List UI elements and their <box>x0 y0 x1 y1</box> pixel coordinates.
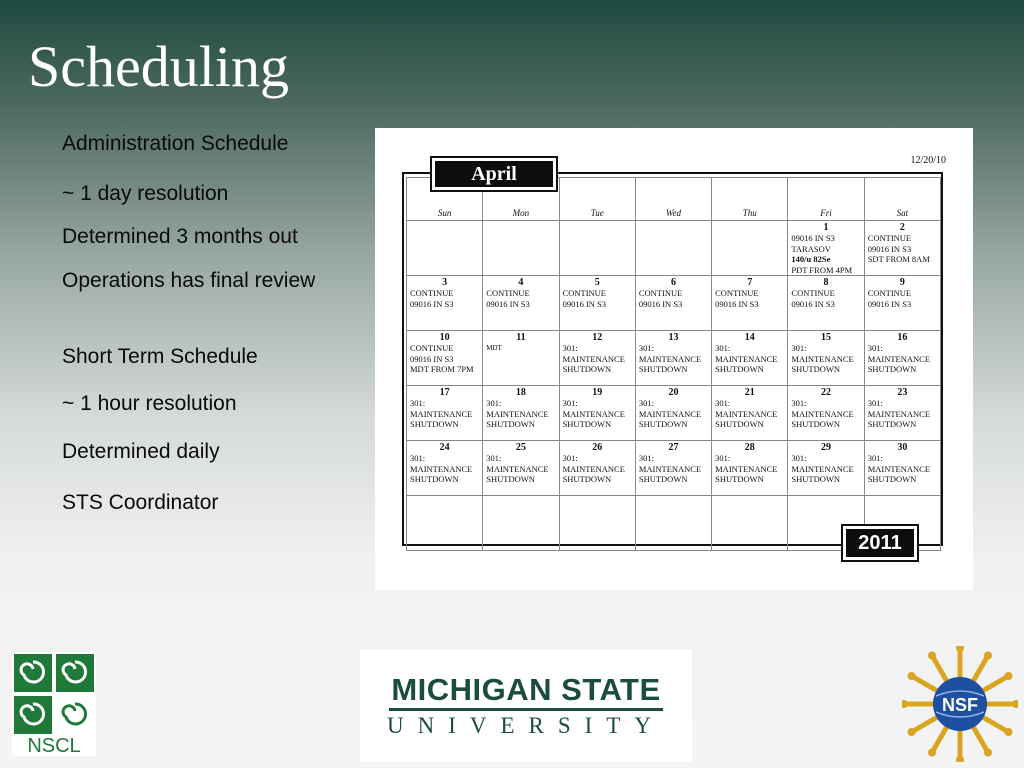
calendar-day-events <box>639 398 708 430</box>
calendar-event-line: 301: <box>638 398 654 408</box>
calendar-event-line: CONTINUE <box>638 288 683 298</box>
calendar-day-cell <box>864 276 940 331</box>
calendar-event-line: 09016 IN S3 <box>410 298 454 309</box>
calendar-event-line: CONTINUE <box>867 233 912 243</box>
calendar-day-cell <box>407 221 483 276</box>
nscl-logo <box>12 652 96 756</box>
calendar-day-cell <box>788 331 864 386</box>
calendar-event-line: 301: <box>562 453 578 463</box>
calendar-day-cell <box>559 386 635 441</box>
calendar-event-line: CONTINUE <box>410 288 454 298</box>
calendar-day-number: 17 <box>439 387 450 398</box>
calendar-day-number: 18 <box>515 387 526 398</box>
calendar-day-cell <box>559 276 635 331</box>
calendar-day-cell <box>483 441 559 496</box>
calendar-day-cell <box>407 276 483 331</box>
calendar-event-line: 301: <box>638 343 654 353</box>
calendar-day-events <box>639 343 708 375</box>
calendar-event-line: MAINTENANCE <box>562 353 625 364</box>
calendar-day-number: 2 <box>899 222 905 233</box>
calendar-day-number: 16 <box>897 332 908 343</box>
nsf-ray <box>983 717 1009 732</box>
calendar-day-cell <box>559 331 635 386</box>
calendar-event-line: SHUTDOWN <box>562 364 612 374</box>
calendar-day-cell <box>483 331 559 386</box>
calendar-event-line: MAINTENANCE <box>410 463 473 474</box>
calendar-day-cell <box>483 496 559 551</box>
calendar-event-line: SHUTDOWN <box>638 474 688 484</box>
calendar-day-events <box>791 343 860 375</box>
calendar-day-number: 29 <box>821 442 832 453</box>
calendar-day-number: 12 <box>592 332 603 343</box>
msu-logo <box>360 650 692 762</box>
msu-logo-rule <box>389 708 663 711</box>
slide-title: Scheduling <box>28 34 289 99</box>
nsf-ray <box>973 727 988 753</box>
calendar-day-number: 8 <box>823 277 829 288</box>
calendar-day-cell <box>788 276 864 331</box>
calendar-event-line: CONTINUE <box>410 343 454 353</box>
calendar-day-cell <box>712 276 788 331</box>
calendar-day-number: 13 <box>668 332 679 343</box>
weekday-mon: Mon <box>483 178 559 221</box>
calendar-event-line: 09016 IN S3 <box>867 298 912 309</box>
calendar-event-line: 301: <box>715 398 731 408</box>
calendar-day-number: 11 <box>516 332 526 343</box>
calendar-day-cell <box>712 221 788 276</box>
nsf-ray-tip <box>1012 700 1018 708</box>
calendar-event-line: CONTINUE <box>715 288 759 298</box>
calendar-week-row <box>407 331 941 386</box>
calendar-event-line: 301: <box>562 398 578 408</box>
calendar-day-events <box>791 233 860 275</box>
nsf-ray-tip <box>928 652 936 660</box>
calendar-event-line: PDT FROM 4PM <box>791 264 853 275</box>
calendar-day-cell <box>407 496 483 551</box>
calendar-event-line: SHUTDOWN <box>715 419 764 429</box>
calendar-day-cell <box>864 221 940 276</box>
calendar-day-events <box>868 233 937 265</box>
nsf-ray-tip <box>902 700 908 708</box>
msu-logo-line2: UNIVERSITY <box>387 713 665 738</box>
calendar-day-cell <box>407 386 483 441</box>
year-label <box>841 524 919 562</box>
calendar-day-cell <box>635 221 711 276</box>
nsf-ray-tip <box>956 756 964 762</box>
calendar-day-cell <box>788 386 864 441</box>
calendar-day-events <box>410 343 479 375</box>
calendar-event-line: SHUTDOWN <box>791 474 841 484</box>
calendar-event-line: MAINTENANCE <box>791 408 854 419</box>
weekday-tue: Tue <box>559 178 635 221</box>
calendar-event-line: MDT FROM 7PM <box>410 364 474 374</box>
nsf-ray <box>912 717 938 732</box>
calendar-event-line: 301: <box>791 398 807 408</box>
calendar-event-line: 301: <box>867 343 883 353</box>
calendar-event-line: SHUTDOWN <box>410 419 459 429</box>
calendar-day-number: 26 <box>592 442 603 453</box>
calendar-day-events <box>868 343 937 375</box>
calendar-event-line: SHUTDOWN <box>867 364 917 374</box>
nsf-ray-tip <box>984 748 992 756</box>
calendar-day-events <box>715 453 784 485</box>
calendar-day-cell <box>407 331 483 386</box>
calendar-day-events <box>715 288 784 309</box>
calendar-event-line: MAINTENANCE <box>791 353 854 364</box>
calendar-day-cell <box>483 386 559 441</box>
calendar-event-line: SHUTDOWN <box>410 474 459 484</box>
calendar-event-line: CONTINUE <box>486 288 530 298</box>
calendar-day-events <box>715 398 784 430</box>
calendar-event-line: MAINTENANCE <box>638 353 702 364</box>
calendar-day-cell <box>864 331 940 386</box>
calendar-day-events <box>868 288 937 309</box>
nsf-ray-tip <box>928 748 936 756</box>
calendar-day-cell <box>788 441 864 496</box>
nsf-logo <box>902 646 1018 762</box>
nsf-ray <box>983 676 1009 691</box>
calendar-event-line: CONTINUE <box>791 288 835 298</box>
calendar-grid <box>406 177 941 551</box>
nscl-logo-square-1 <box>14 654 52 692</box>
calendar-event-line: MAINTENANCE <box>867 353 931 364</box>
bullet-determined-daily: Determined daily <box>62 440 220 463</box>
calendar-day-cell <box>712 331 788 386</box>
bullet-three-months: Determined 3 months out <box>62 225 298 248</box>
calendar-event-line: 09016 IN S3 <box>791 233 835 243</box>
calendar-day-events <box>791 288 860 309</box>
calendar-day-events <box>791 453 860 485</box>
nscl-logo-text: NSCL <box>27 735 81 756</box>
weekday-sun: Sun <box>407 178 483 221</box>
calendar-event-line: 301: <box>791 343 807 353</box>
calendar-day-cell <box>559 221 635 276</box>
calendar-day-cell <box>635 276 711 331</box>
calendar-day-cell <box>635 331 711 386</box>
calendar-week-row <box>407 441 941 496</box>
calendar-event-line: 301: <box>867 398 883 408</box>
calendar-event-line: SHUTDOWN <box>791 364 841 374</box>
bullet-short-term-schedule: Short Term Schedule <box>62 345 258 368</box>
calendar-day-events <box>410 288 479 309</box>
calendar-event-line: 301: <box>715 343 731 353</box>
calendar-week-row <box>407 386 941 441</box>
calendar-day-cell <box>483 221 559 276</box>
calendar-day-number: 4 <box>518 277 524 288</box>
calendar-event-line: MDT <box>486 344 502 352</box>
calendar-event-line: SHUTDOWN <box>638 419 688 429</box>
calendar-day-cell <box>559 496 635 551</box>
calendar-event-line: 09016 IN S3 <box>791 298 835 309</box>
nsf-ray-tip <box>1004 672 1012 680</box>
calendar-day-cell <box>788 221 864 276</box>
calendar-event-line: SHUTDOWN <box>562 474 612 484</box>
calendar-event-line: MAINTENANCE <box>638 408 702 419</box>
weekday-thu: Thu <box>712 178 788 221</box>
calendar-day-number: 5 <box>594 277 600 288</box>
year-value: 2011 <box>846 529 914 557</box>
calendar-date-stamp: 12/20/10 <box>910 155 946 166</box>
calendar-day-cell <box>559 441 635 496</box>
calendar-event-line: 301: <box>486 398 502 408</box>
calendar-event-line: 301: <box>867 453 883 463</box>
calendar-day-number: 15 <box>821 332 832 343</box>
nscl-logo-square-2 <box>56 654 94 692</box>
calendar-day-number: 27 <box>668 442 679 453</box>
calendar-event-line: MAINTENANCE <box>791 463 854 474</box>
calendar-event-line: 09016 IN S3 <box>562 298 607 309</box>
calendar-day-events <box>563 343 632 375</box>
calendar-event-line: 09016 IN S3 <box>715 298 759 309</box>
calendar-event-line: 301: <box>410 398 426 408</box>
calendar-event-line: SHUTDOWN <box>791 419 841 429</box>
nsf-ray-tip <box>956 646 964 652</box>
calendar-event-line: 301: <box>562 343 578 353</box>
calendar-week-row <box>407 276 941 331</box>
calendar-day-events <box>410 398 479 430</box>
nsf-ray-tip <box>908 672 916 680</box>
nsf-ray-tip <box>984 652 992 660</box>
nsf-ray <box>912 676 938 691</box>
calendar-day-number: 6 <box>670 277 676 288</box>
calendar-event-line: MAINTENANCE <box>486 408 549 419</box>
calendar-day-cell <box>712 386 788 441</box>
month-name: April <box>435 161 553 187</box>
calendar-event-line: 140/u 82Se <box>791 254 831 264</box>
calendar-event-line: MAINTENANCE <box>638 463 702 474</box>
calendar-event-line: 09016 IN S3 <box>410 353 454 364</box>
calendar-event-line: MAINTENANCE <box>715 463 778 474</box>
calendar-day-cell <box>864 441 940 496</box>
calendar-day-cell <box>407 441 483 496</box>
calendar-event-line: 301: <box>486 453 502 463</box>
calendar-event-line: SDT FROM 8AM <box>867 254 930 264</box>
weekday-fri: Fri <box>788 178 864 221</box>
calendar-day-number: 1 <box>823 222 829 233</box>
bullet-admin-schedule: Administration Schedule <box>62 132 289 155</box>
nsf-ray-tip <box>908 728 916 736</box>
calendar-event-line: CONTINUE <box>867 288 912 298</box>
calendar-event-line: MAINTENANCE <box>715 408 778 419</box>
calendar-day-events <box>563 453 632 485</box>
calendar-day-events <box>486 343 555 354</box>
calendar-day-number: 19 <box>592 387 603 398</box>
calendar-event-line: SHUTDOWN <box>562 419 612 429</box>
calendar-event-line: SHUTDOWN <box>486 474 535 484</box>
calendar-event-line: MAINTENANCE <box>867 463 931 474</box>
calendar-day-events <box>639 288 708 309</box>
calendar-day-cell <box>635 441 711 496</box>
bullet-day-resolution: ~ 1 day resolution <box>62 182 229 205</box>
calendar-event-line: 301: <box>715 453 731 463</box>
calendar-day-number: 3 <box>442 277 448 288</box>
calendar-day-number: 28 <box>744 442 755 453</box>
nsf-ray <box>932 656 947 682</box>
calendar-day-cell <box>712 496 788 551</box>
calendar-day-number: 10 <box>439 332 450 343</box>
nsf-ray-tip <box>1004 728 1012 736</box>
calendar-event-line: SHUTDOWN <box>638 364 688 374</box>
calendar-day-number: 23 <box>897 387 908 398</box>
calendar-day-events <box>639 453 708 485</box>
calendar-event-line: MAINTENANCE <box>715 353 778 364</box>
calendar-event-line: 301: <box>410 453 426 463</box>
calendar-event-line: CONTINUE <box>562 288 607 298</box>
calendar-event-line: SHUTDOWN <box>715 364 764 374</box>
calendar-day-events <box>563 398 632 430</box>
calendar-day-number: 25 <box>515 442 526 453</box>
calendar-day-events <box>486 453 555 485</box>
calendar-event-line: SHUTDOWN <box>715 474 764 484</box>
bullet-final-review: Operations has final review <box>62 269 316 292</box>
bullet-hour-resolution: ~ 1 hour resolution <box>62 392 237 415</box>
weekday-sat: Sat <box>864 178 940 221</box>
calendar-day-cell <box>635 496 711 551</box>
calendar-day-number: 24 <box>439 442 450 453</box>
calendar-event-line: 301: <box>791 453 807 463</box>
calendar-day-events <box>715 343 784 375</box>
calendar-week-row <box>407 221 941 276</box>
calendar-day-events <box>563 288 632 309</box>
calendar-day-number: 9 <box>899 277 905 288</box>
calendar-event-line: SHUTDOWN <box>867 419 917 429</box>
calendar-day-number: 22 <box>821 387 832 398</box>
calendar-event-line: SHUTDOWN <box>486 419 535 429</box>
calendar-event-line: MAINTENANCE <box>867 408 931 419</box>
calendar-day-events <box>486 288 555 309</box>
calendar-day-number: 20 <box>668 387 679 398</box>
msu-logo-line1: MICHIGAN STATE <box>391 672 661 707</box>
calendar-day-cell <box>712 441 788 496</box>
calendar-day-events <box>791 398 860 430</box>
calendar-event-line: 09016 IN S3 <box>867 243 912 254</box>
calendar-event-line: 09016 IN S3 <box>638 298 683 309</box>
calendar-day-number: 14 <box>744 332 755 343</box>
calendar-day-events <box>410 453 479 485</box>
calendar-day-cell <box>483 276 559 331</box>
calendar-day-number: 21 <box>744 387 755 398</box>
calendar-day-events <box>868 398 937 430</box>
calendar-image <box>375 128 973 590</box>
calendar-day-cell <box>864 386 940 441</box>
bullet-sts-coordinator: STS Coordinator <box>62 491 219 514</box>
calendar-day-events <box>868 453 937 485</box>
calendar-event-line: MAINTENANCE <box>486 463 549 474</box>
weekday-wed: Wed <box>635 178 711 221</box>
calendar-event-line: MAINTENANCE <box>562 463 625 474</box>
calendar-day-number: 30 <box>897 442 908 453</box>
calendar-event-line: TARASOV <box>791 243 831 254</box>
nsf-logo-text: NSF <box>942 695 978 715</box>
calendar-event-line: SHUTDOWN <box>867 474 917 484</box>
calendar-event-line: MAINTENANCE <box>410 408 473 419</box>
month-label <box>430 156 558 192</box>
calendar-body <box>407 221 941 551</box>
calendar-day-number: 7 <box>747 277 753 288</box>
nsf-ray <box>973 656 988 682</box>
calendar-day-cell <box>635 386 711 441</box>
calendar-event-line: 09016 IN S3 <box>486 298 530 309</box>
calendar-event-line: 301: <box>638 453 654 463</box>
calendar-event-line: MAINTENANCE <box>562 408 625 419</box>
calendar-day-events <box>486 398 555 430</box>
nscl-logo-square-3 <box>14 696 52 734</box>
nsf-ray <box>932 727 947 753</box>
